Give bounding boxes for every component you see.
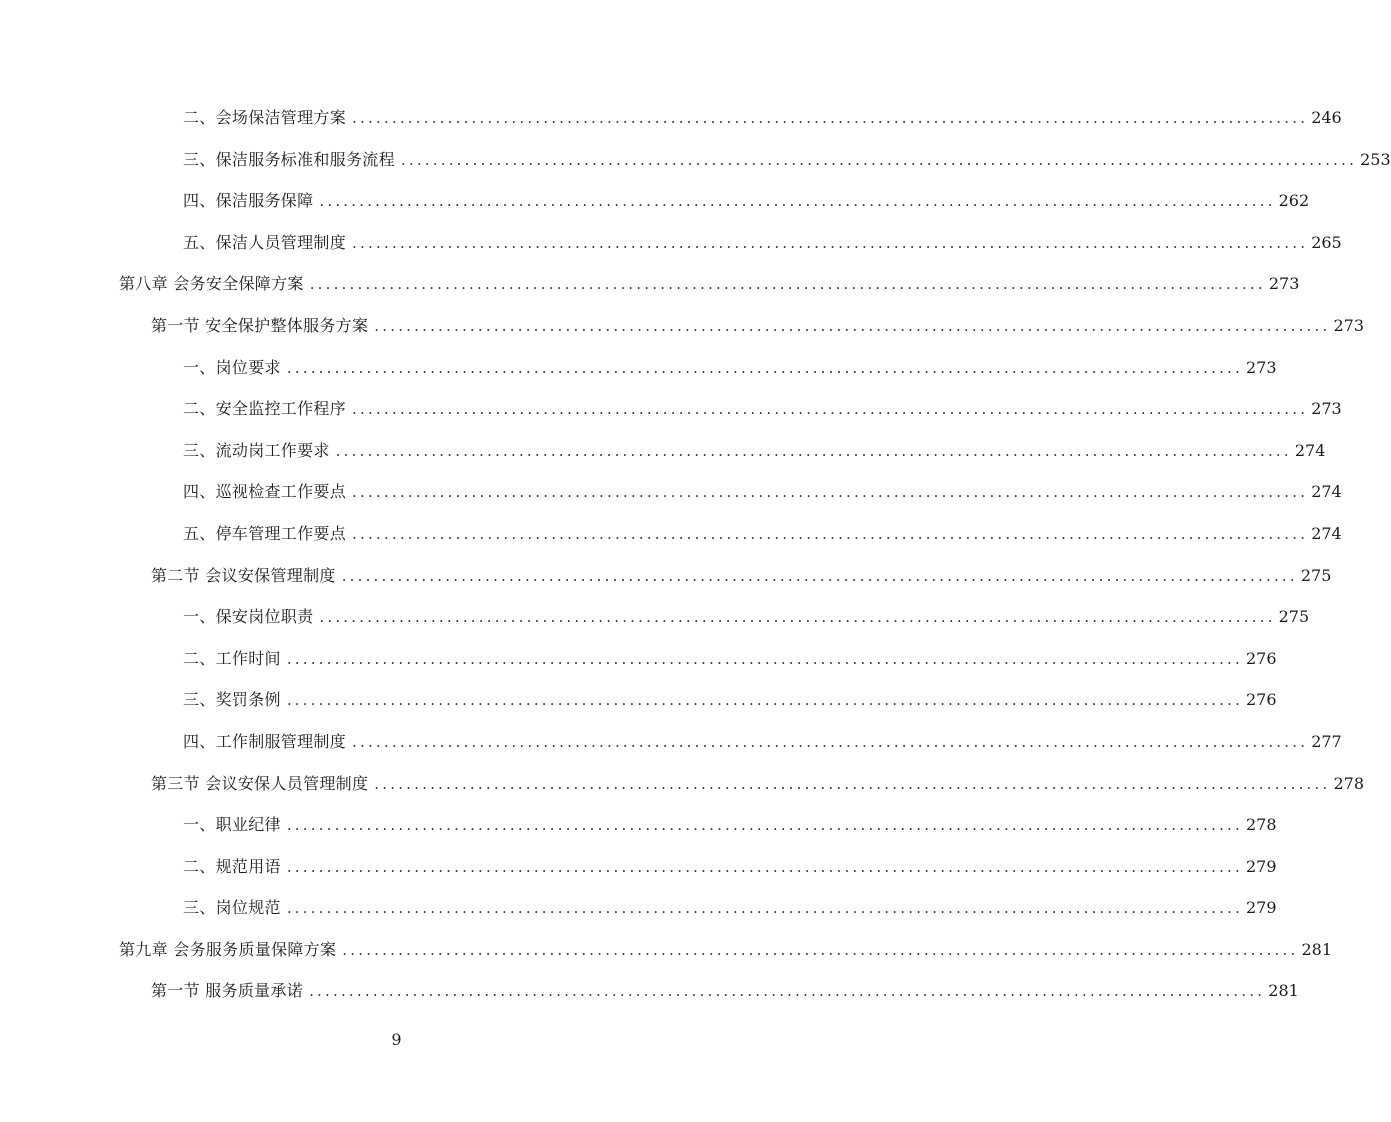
toc-dot-leader: ........................................................................................................................	[286, 649, 1243, 668]
toc-dot-leader: ........................................................................................................................	[352, 400, 1309, 419]
toc-entry[interactable]	[0, 721, 1342, 763]
toc-entry-page-number: 274	[1311, 523, 1342, 543]
toc-entry-title: 三、流动岗工作要求	[183, 440, 330, 460]
toc-dot-leader: ........................................................................................................................	[286, 899, 1243, 918]
toc-entry-title: 一、职业纪律	[183, 815, 281, 835]
toc-dot-leader: ........................................................................................................................	[352, 109, 1309, 127]
toc-entry-title: 第一节 服务质量承诺	[151, 981, 304, 1001]
toc-entry-page-number: 253	[1360, 149, 1391, 169]
toc-entry-page-number: 246	[1311, 108, 1342, 127]
toc-entry-title: 三、奖罚条例	[183, 690, 281, 710]
toc-entry-title: 第二节 会议安保管理制度	[151, 565, 336, 585]
toc-dot-leader: ........................................................................................................................	[335, 441, 1292, 460]
toc-entry[interactable]	[0, 180, 1310, 222]
toc-entry[interactable]	[0, 139, 1391, 181]
toc-entry-page-number: 279	[1245, 898, 1277, 918]
toc-entry[interactable]	[0, 97, 1342, 139]
toc-entry-page-number: 273	[1268, 274, 1300, 294]
toc-entry-title: 一、保安岗位职责	[183, 607, 314, 627]
toc-entry-page-number: 278	[1245, 815, 1277, 835]
toc-entry[interactable]	[0, 555, 1332, 597]
toc-dot-leader: ........................................................................................................................	[352, 524, 1309, 543]
toc-entry-title: 第八章 会务安全保障方案	[119, 274, 304, 294]
toc-entry[interactable]	[0, 596, 1310, 638]
toc-entry-page-number: 274	[1294, 440, 1326, 460]
toc-entry-page-number: 279	[1245, 856, 1277, 876]
toc-dot-leader: ........................................................................................................................	[352, 483, 1309, 502]
toc-dot-leader: ........................................................................................................................	[374, 774, 1331, 793]
toc-dot-leader: ........................................................................................................................	[352, 233, 1309, 252]
toc-entry-title: 二、会场保洁管理方案	[183, 108, 347, 127]
toc-entry-page-number: 277	[1311, 731, 1342, 751]
toc-entry-page-number: 265	[1311, 232, 1342, 252]
toc-entry-title: 五、保洁人员管理制度	[183, 232, 347, 252]
toc-entry-page-number: 273	[1245, 357, 1277, 377]
toc-entry-title: 第九章 会务服务质量保障方案	[119, 939, 337, 959]
toc-entry-page-number: 274	[1311, 482, 1342, 502]
toc-entry[interactable]	[0, 347, 1277, 389]
toc-entry-page-number: 281	[1301, 939, 1333, 959]
toc-dot-leader: ........................................................................................................................	[286, 857, 1243, 876]
toc-dot-leader: ........................................................................................................................	[352, 732, 1309, 751]
page-number: 9	[391, 1030, 402, 1049]
toc-entry[interactable]	[0, 388, 1342, 430]
toc-dot-leader: ........................................................................................................................	[319, 608, 1276, 627]
toc-entry-page-number: 276	[1245, 648, 1277, 668]
toc-entry[interactable]	[0, 679, 1277, 721]
toc-entry-title: 三、岗位规范	[183, 898, 281, 918]
toc-entry[interactable]	[0, 887, 1277, 929]
toc-dot-leader: ........................................................................................................................	[341, 566, 1298, 585]
toc-dot-leader: ........................................................................................................................	[374, 316, 1331, 335]
toc-entry-title: 四、工作制服管理制度	[183, 731, 347, 751]
table-of-contents	[0, 97, 1391, 1012]
toc-entry[interactable]	[0, 970, 1299, 1012]
toc-entry[interactable]	[0, 430, 1326, 472]
toc-entry[interactable]	[0, 638, 1277, 680]
toc-entry[interactable]	[0, 222, 1342, 264]
toc-entry-title: 五、停车管理工作要点	[183, 523, 347, 543]
toc-entry[interactable]	[0, 763, 1365, 805]
toc-entry-title: 二、规范用语	[183, 856, 281, 876]
toc-entry[interactable]	[0, 263, 1300, 305]
toc-entry[interactable]	[0, 846, 1277, 888]
toc-entry-page-number: 275	[1278, 607, 1310, 627]
toc-dot-leader: ........................................................................................................................	[286, 691, 1243, 710]
toc-entry-title: 一、岗位要求	[183, 357, 281, 377]
toc-entry-page-number: 273	[1311, 399, 1342, 419]
toc-entry-title: 四、巡视检查工作要点	[183, 482, 347, 502]
toc-dot-leader: ........................................................................................................................	[309, 275, 1266, 294]
toc-dot-leader: ........................................................................................................................	[319, 192, 1276, 211]
toc-entry-page-number: 275	[1300, 565, 1332, 585]
toc-entry-page-number: 262	[1278, 191, 1310, 211]
toc-dot-leader: ........................................................................................................................	[286, 816, 1243, 835]
toc-dot-leader: ........................................................................................................................	[286, 358, 1243, 377]
toc-entry[interactable]	[0, 929, 1333, 971]
toc-entry-title: 第三节 会议安保人员管理制度	[151, 773, 369, 793]
toc-entry-page-number: 273	[1333, 315, 1365, 335]
toc-entry-page-number: 281	[1268, 981, 1299, 1001]
toc-entry-title: 第一节 安全保护整体服务方案	[151, 315, 369, 335]
toc-dot-leader: ........................................................................................................................	[309, 982, 1266, 1001]
toc-entry[interactable]	[0, 513, 1342, 555]
toc-entry-title: 二、工作时间	[183, 648, 281, 668]
toc-entry-title: 四、保洁服务保障	[183, 191, 314, 211]
toc-dot-leader: ........................................................................................................................	[400, 150, 1358, 169]
toc-entry[interactable]	[0, 305, 1365, 347]
toc-entry-page-number: 278	[1333, 773, 1365, 793]
toc-dot-leader: ........................................................................................................................	[342, 940, 1299, 959]
toc-entry[interactable]	[0, 471, 1342, 513]
toc-entry[interactable]	[0, 804, 1277, 846]
toc-entry-page-number: 276	[1245, 690, 1277, 710]
toc-entry-title: 三、保洁服务标准和服务流程	[183, 149, 395, 169]
toc-entry-title: 二、安全监控工作程序	[183, 399, 347, 419]
